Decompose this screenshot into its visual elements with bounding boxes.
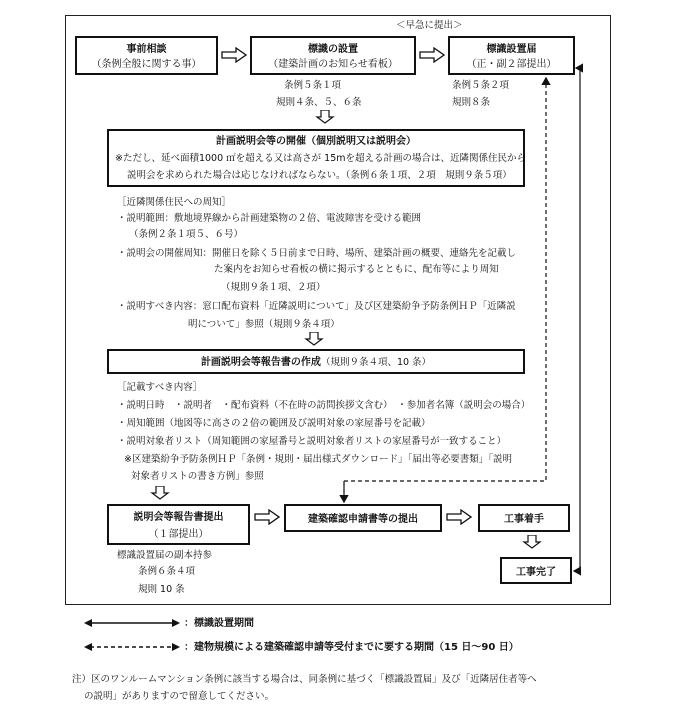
notify-line4: た案内をお知らせ看板の横に掲示するとともに、配布等により周知: [214, 264, 499, 275]
briefing-session-title: 計画説明会等の開催（個別説明又は説明会）: [216, 136, 416, 147]
urgent-note: ＜早急に提出＞: [396, 20, 463, 31]
content-line3: ・説明対象者リスト（周知範囲の家屋番号と説明対象者リストの家屋番号が一致すること）: [117, 436, 507, 447]
solid-period-top: [576, 68, 580, 90]
legend-dashed-label: ：建物規模による建築確認申請等受付までに要する期間（15 日～90 日）: [184, 642, 519, 653]
period-lines: [330, 60, 610, 590]
sign-installation-ref1: 条例５条１項: [284, 80, 342, 91]
sign-report-ref1: 条例５条２項: [452, 80, 510, 91]
notify-line6: ・説明すべき内容：窓口配布資料「近隣説明について」及び区建築紛争予防条例ＨＰ「近隣説: [117, 301, 516, 312]
construction-start-title: 工事着手: [504, 514, 544, 525]
legend-solid-arrow-icon: [82, 617, 182, 629]
arrow-down-icon: [304, 332, 324, 346]
arrow-right-icon: [221, 47, 247, 63]
report-submission-title: 説明会等報告書提出: [133, 512, 224, 523]
legend-solid-label: ：標識設置期間: [184, 618, 254, 629]
report-creation-ref: （規則９条４項、10 条）: [320, 357, 432, 368]
sign-installation-title: 標識の設置: [308, 44, 358, 55]
notify-line2: （条例２条１項５、６号）: [129, 229, 244, 240]
report-submission-sub: （１部提出）: [148, 529, 209, 540]
sign-report-ref2: 規則８条: [452, 97, 491, 108]
content-line5: 対象者リストの書き方例」参照: [131, 471, 264, 482]
notify-line5: （規則９条１項、２項）: [221, 282, 326, 293]
report-creation-title: 計画説明会等報告書の作成: [200, 357, 321, 368]
sign-report-sub: （正・副２部提出）: [466, 59, 557, 70]
notify-line7: 明について」参照（規則９条４項）: [188, 319, 340, 330]
construction-complete-title: 工事完了: [516, 567, 556, 578]
briefing-session-note2: 説明会を求められた場合は応じなければならない。（条例６条１項、２項 規則９条５項）: [127, 170, 512, 181]
footnote-line2: の説明」がありますので留意してください。: [84, 691, 275, 702]
notify-line1: ・説明範囲：敷地境界線から計画建築物の２倍、電波障害を受ける範囲: [117, 213, 422, 224]
report-submission-ref3: 規則 10 条: [138, 584, 185, 595]
arrow-down-icon: [150, 486, 170, 500]
sign-report-title: 標識設置届: [486, 44, 537, 55]
box-report-submission: [107, 504, 250, 545]
footnote-line1: 注）区のワンルームマンション条例に該当する場合は、同条例に基づく「標識設置届」及び「近隣居住者等へ: [72, 674, 537, 685]
legend-dashed-arrow-icon: [82, 641, 182, 653]
report-submission-ref1: 標識設置届の副本持参: [117, 550, 213, 561]
solid-period-line: [574, 90, 580, 571]
prior-consultation-title: 事前相談: [126, 44, 167, 55]
prior-consultation-sub: （条例全般に関する事）: [91, 59, 202, 70]
briefing-session-note1: ※ただし、延べ面積1000 ㎡を超える又は高さが 15mを超える計画の場合は、近隣関係住民から: [115, 153, 527, 164]
notify-line3: ・説明会の開催周知：開催日を除く５日前まで日時、場所、建築計画の概要、連絡先を記載し: [117, 248, 517, 259]
building-confirmation-title: 建築確認申請書等の提出: [308, 514, 418, 525]
content-line1: ・説明日時 ・説明者 ・配布資料（不在時の訪問挨拶文含む） ・参加者名簿（説明会の場合）: [117, 400, 531, 411]
arrow-right-icon: [254, 509, 280, 525]
content-heading: ［記載すべき内容］: [117, 382, 203, 393]
sign-installation-ref2: 規則４条、５、６条: [276, 97, 362, 108]
content-line4: ※区建築紛争予防条例ＨＰ「条例・規則・届出様式ダウンロード」「届出等必要書類」「説明: [124, 454, 512, 465]
box-prior-consultation: [75, 36, 218, 75]
notify-heading: ［近隣関係住民への周知］: [117, 197, 232, 208]
report-submission-ref2: 条例６条４項: [138, 566, 196, 577]
dashed-period-line: [344, 78, 546, 502]
sign-installation-sub: （建築計画のお知らせ看板）: [268, 59, 398, 70]
content-line2: ・周知範囲（地図等に高さの２倍の範囲及び説明対象の家屋番号を記載）: [117, 418, 431, 429]
